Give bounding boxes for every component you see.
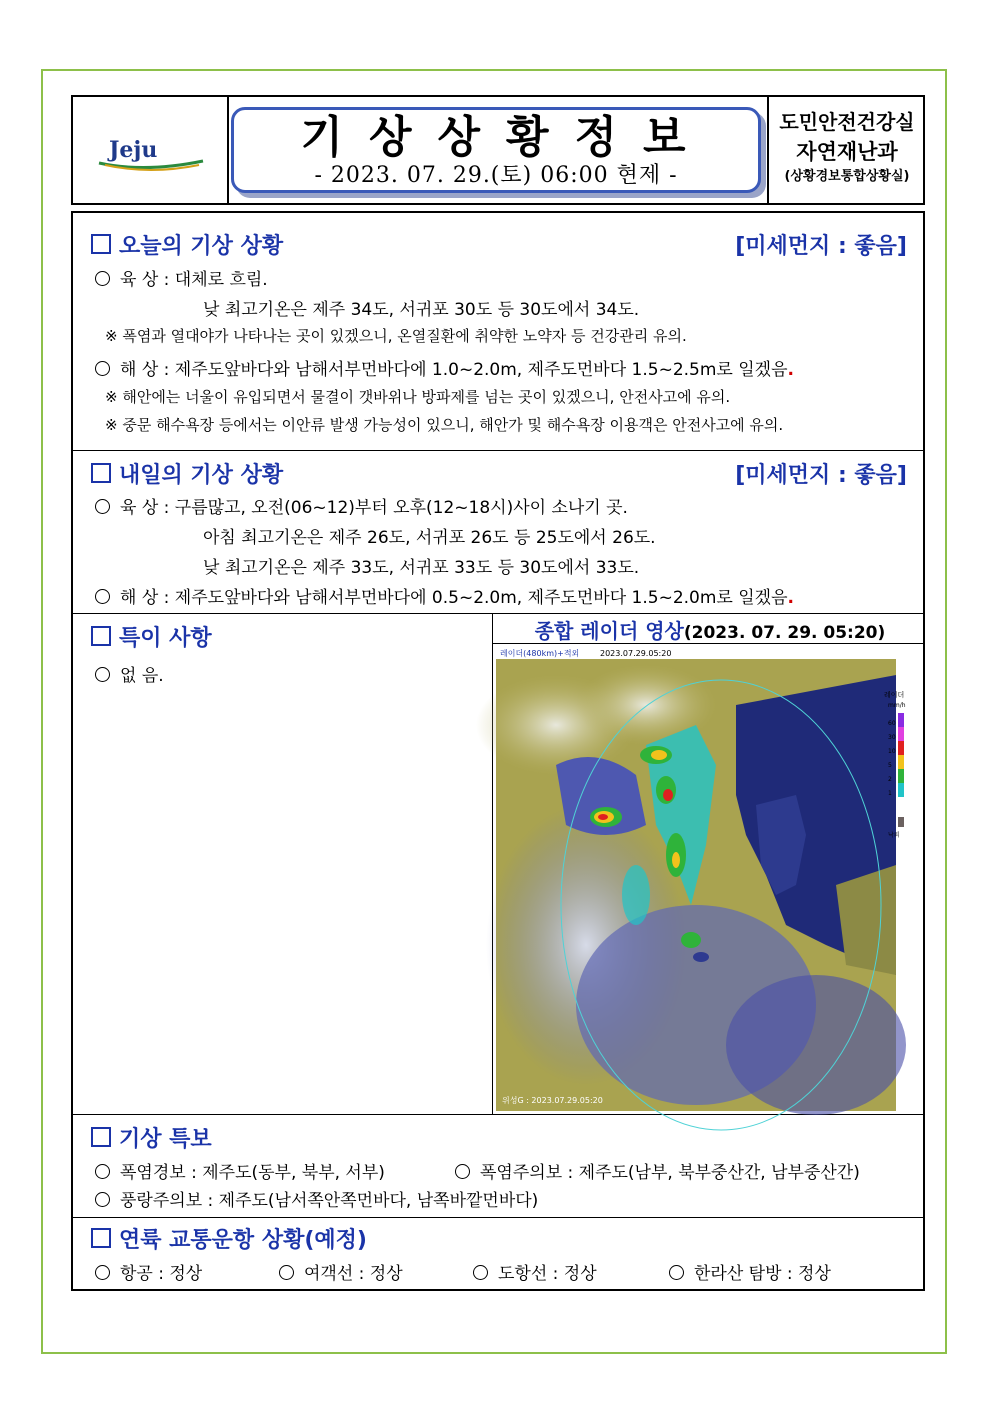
radar-top-time: 2023.07.29.05:20 — [600, 649, 672, 658]
checkbox-icon — [91, 626, 111, 646]
main-table — [71, 211, 925, 1291]
circle-bullet-icon — [95, 271, 110, 286]
tomorrow-temp-pm: 낮 최고기온은 제주 33도, 서귀포 33도 등 30도에서 33도. — [203, 558, 640, 578]
tomorrow-sea: 해 상 : 제주도앞바다와 남해서부먼바다에 0.5~2.0m, 제주도먼바다 1.5~2.0m로 일겠음. — [95, 583, 794, 608]
today-land-note: ※ 폭염과 열대야가 나타나는 곳이 있겠으니, 온열질환에 취약한 노약자 등 건강관리 유의. — [105, 327, 687, 345]
legend-value: 30 — [888, 734, 896, 741]
radar-image — [496, 645, 906, 1111]
radar-heading: 종합 레이더 영상(2023. 07. 29. 05:20) — [534, 619, 886, 643]
traffic-ferry: 여객선 : 정상 — [279, 1259, 403, 1284]
circle-bullet-icon — [455, 1164, 470, 1179]
tomorrow-section — [73, 450, 923, 614]
legend-unit: mm/h — [888, 702, 906, 709]
checkbox-icon — [91, 234, 111, 254]
traffic-island-ferry: 도항선 : 정상 — [473, 1259, 597, 1284]
legend-lightning: 낙뢰 — [888, 832, 900, 839]
department-cell — [767, 97, 925, 203]
circle-bullet-icon — [95, 589, 110, 604]
header — [71, 95, 925, 205]
tomorrow-dust: [미세먼지 : 좋음] — [735, 463, 907, 488]
today-dust: [미세먼지 : 좋음] — [735, 234, 907, 259]
checkbox-icon — [91, 463, 111, 483]
tomorrow-title: 내일의 기상 상황 — [91, 458, 283, 489]
today-land-temp: 낮 최고기온은 제주 34도, 서귀포 30도 등 30도에서 34도. — [203, 300, 640, 320]
warning-heat-alert: 폭염경보 : 제주도(동부, 북부, 서부) — [95, 1158, 385, 1183]
warnings-title: 기상 특보 — [91, 1122, 212, 1153]
legend-title: 레이더 — [884, 691, 905, 699]
report-date: - 2023. 07. 29.(토) 06:00 현제 - — [314, 163, 678, 188]
vertical-divider — [492, 613, 493, 1114]
legend-value: 10 — [888, 748, 896, 755]
circle-bullet-icon — [95, 667, 110, 682]
warning-wave-advisory: 풍랑주의보 : 제주도(남서쪽안쪽먼바다, 남쪽바깥먼바다) — [95, 1186, 538, 1211]
today-sea-note2: ※ 중문 해수욕장 등에서는 이안류 발생 가능성이 있으니, 해안가 및 해수욕장 이용객은 안전사고에 유의. — [105, 416, 784, 434]
traffic-hallasan: 한라산 탐방 : 정상 — [669, 1259, 831, 1284]
legend-value: 60 — [888, 720, 896, 727]
legend-value: 5 — [888, 762, 892, 769]
logo-text: Jeju — [109, 137, 158, 163]
circle-bullet-icon — [95, 1265, 110, 1280]
dept-office: 도민안전건강실 — [779, 110, 915, 134]
today-sea-note1: ※ 해안에는 너울이 유입되면서 물결이 갯바위나 방파제를 넘는 곳이 있겠으니, 안전사고에 유의. — [105, 388, 731, 406]
warning-heat-advisory: 폭염주의보 : 제주도(남부, 북부중산간, 남부중산간) — [455, 1158, 860, 1183]
page-title: 기상상황정보 — [300, 112, 712, 163]
circle-bullet-icon — [95, 499, 110, 514]
today-sea: 해 상 : 제주도앞바다와 남해서부먼바다에 1.0~2.0m, 제주도먼바다 1.5~2.5m로 일겠음. — [95, 355, 794, 380]
tomorrow-temp-am: 아침 최고기온은 제주 26도, 서귀포 26도 등 25도에서 26도. — [203, 528, 656, 548]
special-title: 특이 사항 — [91, 621, 212, 652]
tomorrow-land: 육 상 : 구름많고, 오전(06~12)부터 오후(12~18시)사이 소나기 곳. — [95, 493, 628, 518]
traffic-title: 연륙 교통운항 상황(예정) — [91, 1223, 367, 1254]
jeju-logo — [95, 133, 207, 173]
legend-value: 1 — [888, 790, 892, 797]
today-title: 오늘의 기상 상황 — [91, 229, 283, 260]
legend-value: 2 — [888, 776, 892, 783]
traffic-section — [73, 1217, 923, 1289]
radar-bottom-label: 위성G : 2023.07.29.05:20 — [502, 1096, 603, 1105]
checkbox-icon — [91, 1228, 111, 1248]
radar-top-label: 레이더(480km)+적외 — [500, 649, 580, 658]
dept-division: 자연재난과 — [796, 140, 898, 164]
title-box — [231, 107, 761, 193]
circle-bullet-icon — [279, 1265, 294, 1280]
circle-bullet-icon — [473, 1265, 488, 1280]
warnings-section — [73, 1114, 923, 1218]
circle-bullet-icon — [669, 1265, 684, 1280]
today-section — [73, 213, 923, 451]
special-item: 없 음. — [95, 661, 164, 686]
circle-bullet-icon — [95, 361, 110, 376]
checkbox-icon — [91, 1127, 111, 1147]
traffic-air: 항공 : 정상 — [95, 1259, 202, 1284]
today-land: 육 상 : 대체로 흐림. — [95, 265, 268, 290]
dept-situation-room: (상황경보통합상황실) — [784, 169, 910, 184]
logo-cell — [73, 97, 229, 203]
circle-bullet-icon — [95, 1192, 110, 1207]
circle-bullet-icon — [95, 1164, 110, 1179]
